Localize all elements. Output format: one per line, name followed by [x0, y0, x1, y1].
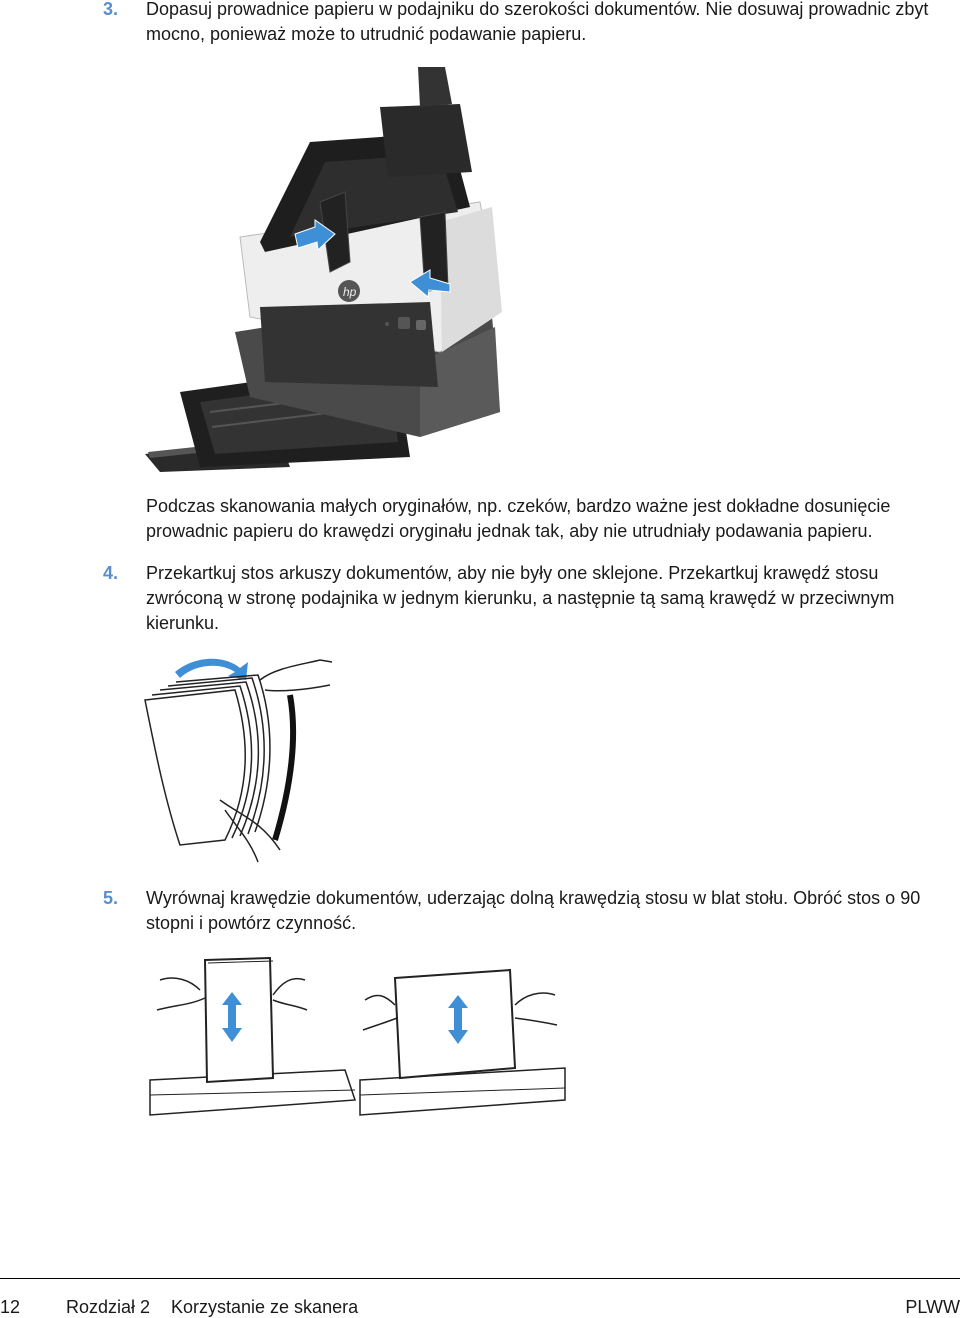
table-right	[360, 1068, 565, 1115]
hand-icon	[515, 993, 557, 1025]
note-text: Podczas skanowania małych oryginałów, np. czeków, bardzo ważne jest dokładne dosunięcie prowadnic papieru do krawędzi oryginału jednak tak, aby nie utrudniały podawania papieru.	[146, 496, 891, 541]
chapter-label: Rozdział 2	[66, 1297, 151, 1317]
footer-divider	[0, 1278, 960, 1279]
fanning-illustration	[140, 650, 340, 865]
step-number: 3.	[103, 0, 119, 19]
doc-code: PLWW	[905, 1297, 960, 1317]
step-text: Przekartkuj stos arkuszy dokumentów, aby nie były one sklejone. Przekartkuj krawędź stosu zwróconą w stronę podajnika w jednym kierunku, a następnie tą samą krawędź w przeciwnym kierunku.	[146, 563, 895, 633]
chapter-title: Korzystanie ze skanera	[171, 1297, 359, 1317]
scan-button	[398, 317, 410, 329]
tray-extension	[380, 104, 472, 177]
step-text: Dopasuj prowadnice papieru w podajniku do szerokości dokumentów. Nie dosuwaj prowadnic zbyt mocno, ponieważ może to utrudnić podawanie papieru.	[146, 0, 929, 44]
paper-stack-left	[205, 958, 273, 1082]
step-number: 4.	[103, 563, 119, 583]
hand-icon	[273, 979, 307, 1010]
page-number: 12	[0, 1297, 21, 1317]
step-text: Wyrównaj krawędzie dokumentów, uderzając dolną krawędzią stosu w blat stołu. Obróć stos o 90 stopni i powtórz czynność.	[146, 888, 921, 933]
hand-icon	[363, 995, 397, 1030]
tapping-illustration	[145, 950, 570, 1125]
svg-text:hp: hp	[343, 285, 357, 299]
scanner-illustration	[140, 62, 510, 472]
step-number: 5.	[103, 888, 119, 908]
hand-icon	[157, 978, 205, 1010]
hand-icon	[260, 660, 332, 691]
